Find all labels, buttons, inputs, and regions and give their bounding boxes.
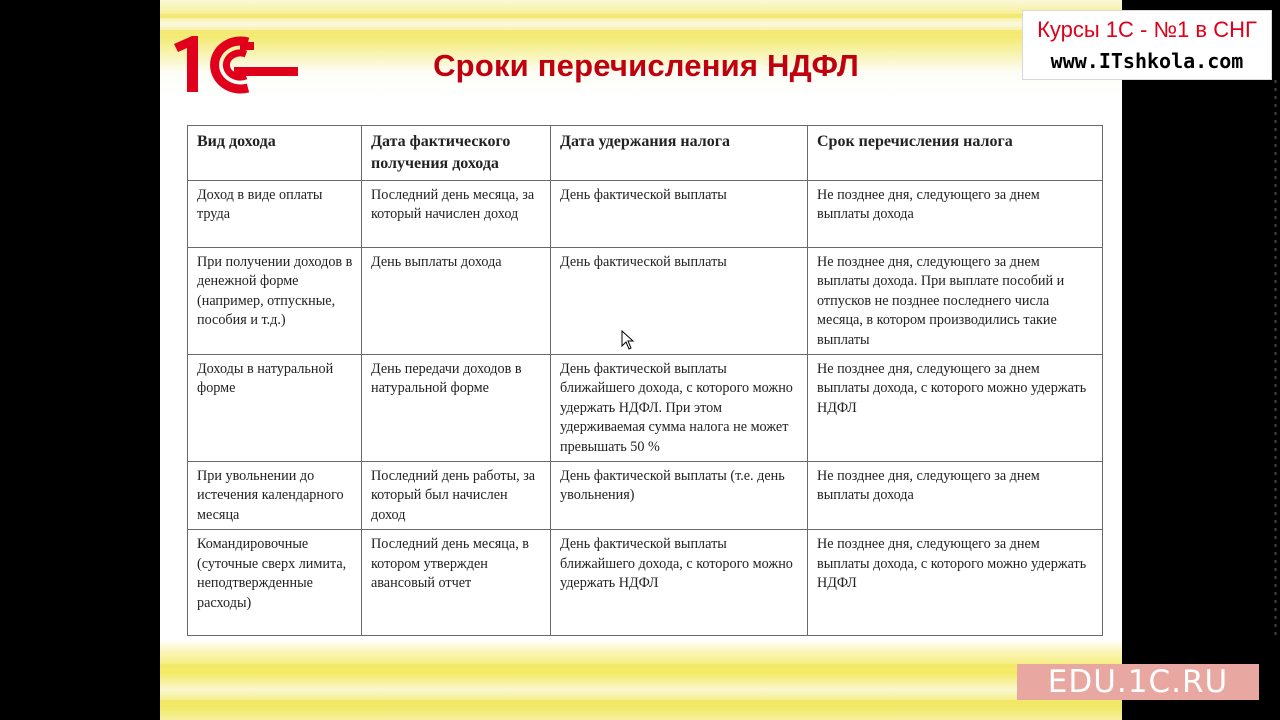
- table-cell: День фактической выплаты ближайшего дохода, с которого можно удержать НДФЛ: [551, 530, 808, 636]
- table-row: [188, 355, 1103, 462]
- table-cell: Последний день месяца, за который начислен доход: [362, 181, 551, 248]
- header-receipt-date: Дата фактического получения дохода: [362, 126, 551, 181]
- decor-stripe: [160, 14, 1122, 18]
- table-cell: День выплаты дохода: [362, 248, 551, 355]
- decor-stripe: [160, 30, 1122, 34]
- course-badge[interactable]: [1022, 10, 1272, 80]
- scrollbar-track[interactable]: [1271, 80, 1280, 640]
- table-cell: Командировочные (суточные сверх лимита, неподтвержденные расходы): [188, 530, 362, 636]
- table-cell: Не позднее дня, следующего за днем выплаты дохода, с которого можно удержать НДФЛ: [808, 530, 1103, 636]
- tax-deadlines-table: [187, 125, 1102, 636]
- table-cell: При увольнении до истечения календарного месяца: [188, 462, 362, 530]
- table-cell: День фактической выплаты ближайшего дохода, с которого можно удержать НДФЛ. При этом удерживаемая сумма налога не может превышать 50 %: [551, 355, 808, 462]
- slide-title: Сроки перечисления НДФЛ: [433, 48, 859, 83]
- table-cell: Не позднее дня, следующего за днем выплаты дохода. При выплате пособий и отпусков не позднее последнего числа месяца, в котором производились такие выплаты: [808, 248, 1103, 355]
- table-cell: Не позднее дня, следующего за днем выплаты дохода: [808, 181, 1103, 248]
- table-cell: День фактической выплаты: [551, 181, 808, 248]
- header-transfer-deadline: Срок перечисления налога: [808, 126, 1103, 181]
- mouse-pointer-icon: [621, 330, 635, 350]
- table-row: [188, 462, 1103, 530]
- table-row: [188, 530, 1103, 636]
- table-cell: Не позднее дня, следующего за днем выплаты дохода, с которого можно удержать НДФЛ: [808, 355, 1103, 462]
- table-row: [188, 181, 1103, 248]
- table-cell: Последний день месяца, в котором утвержден авансовый отчет: [362, 530, 551, 636]
- presentation-slide: [160, 0, 1122, 720]
- table-cell: День фактической выплаты (т.е. день увольнения): [551, 462, 808, 530]
- badge-website-link[interactable]: www.ITshkola.com: [1050, 49, 1244, 73]
- decor-stripe: [160, 664, 1122, 668]
- table-cell: Последний день работы, за который был начислен доход: [362, 462, 551, 530]
- table-cell: Не позднее дня, следующего за днем выплаты дохода: [808, 462, 1103, 530]
- table-row: [188, 248, 1103, 355]
- header-withholding-date: Дата удержания налога: [551, 126, 808, 181]
- decor-stripe: [160, 700, 1122, 704]
- table-cell: День фактической выплаты: [551, 248, 808, 355]
- table-cell: При получении доходов в денежной форме (например, отпускные, пособия и т.д.): [188, 248, 362, 355]
- header-income-type: Вид дохода: [188, 126, 362, 181]
- table-header-row: [188, 126, 1103, 181]
- edu-watermark: EDU.1C.RU: [1017, 664, 1259, 700]
- table-cell: Доход в виде оплаты труда: [188, 181, 362, 248]
- table-cell: День передачи доходов в натуральной форме: [362, 355, 551, 462]
- table-cell: Доходы в натуральной форме: [188, 355, 362, 462]
- badge-courses-text: Курсы 1С - №1 в СНГ: [1037, 17, 1257, 42]
